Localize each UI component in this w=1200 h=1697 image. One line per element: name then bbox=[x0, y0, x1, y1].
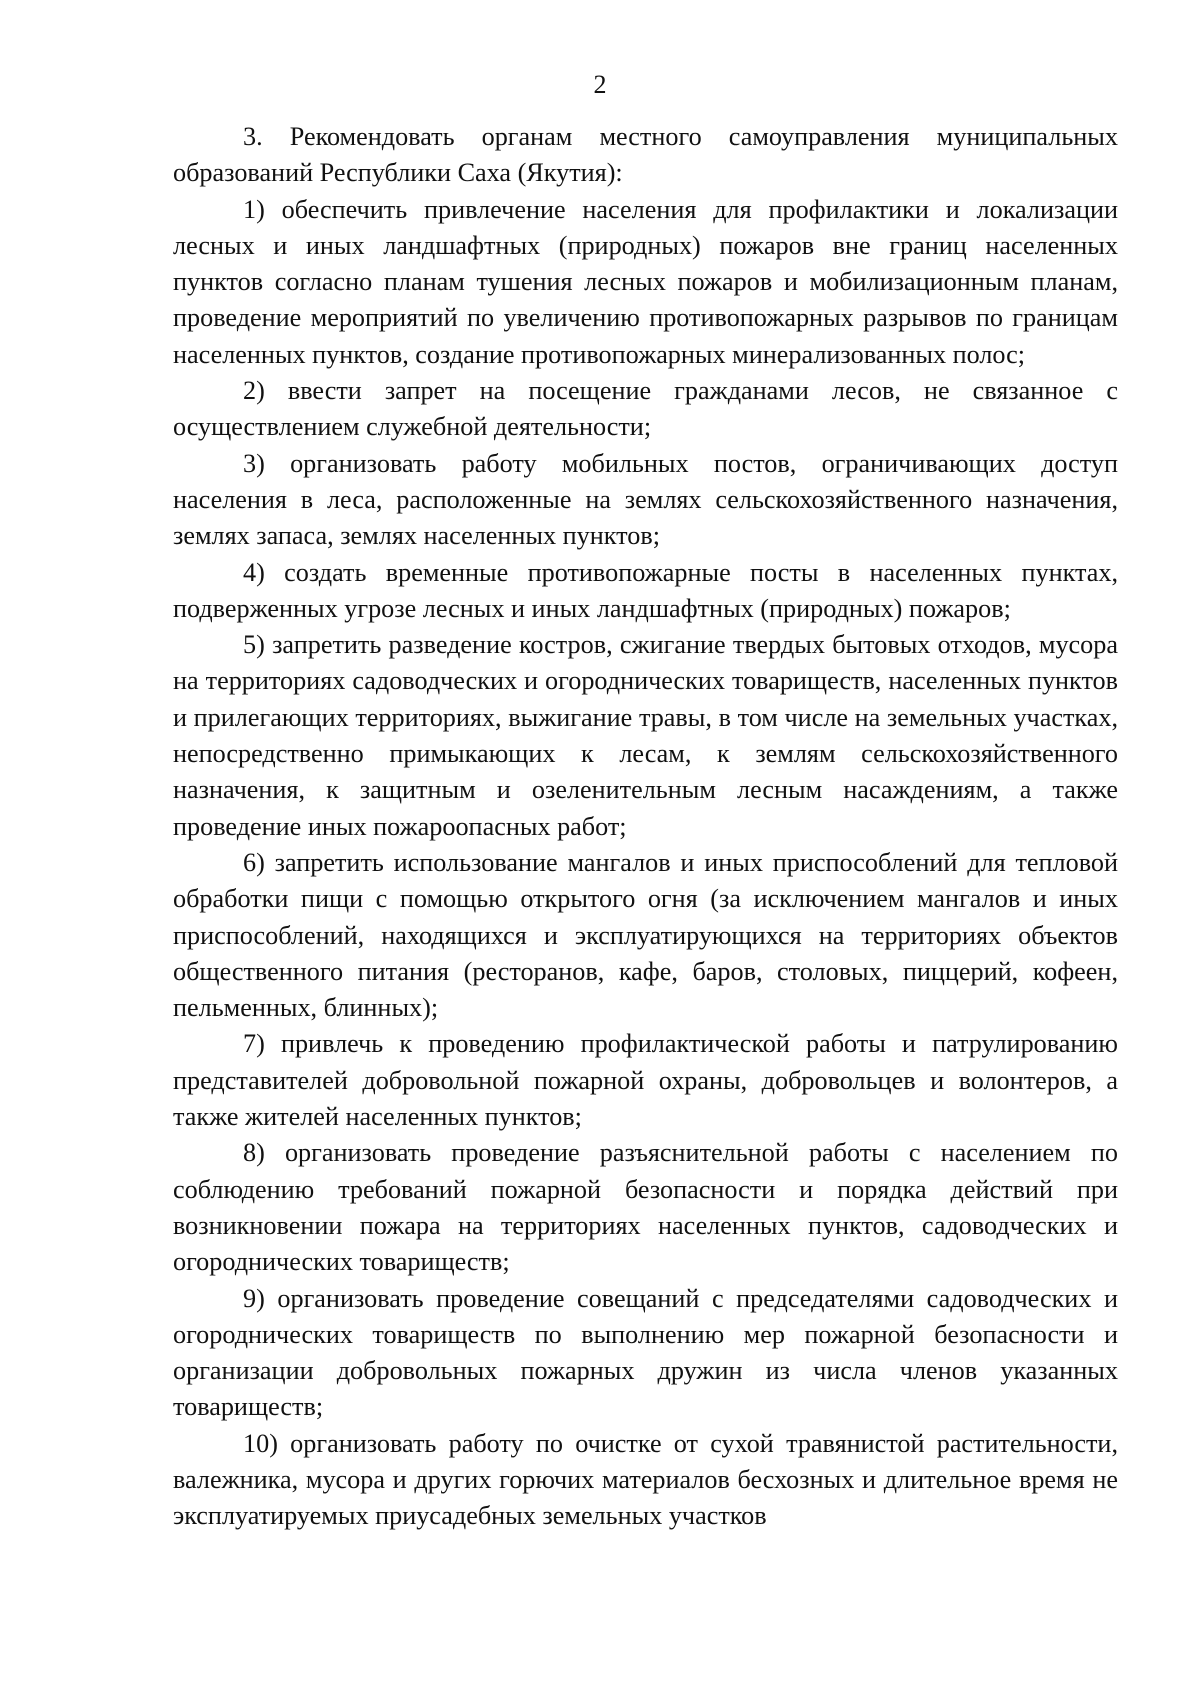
list-item-7: 7) привлечь к проведению профилактической работы и патрулированию представителей добровольной пожарной охраны, добровольцев и волонтеров, а также жителей населенных пунктов; bbox=[173, 1029, 1118, 1132]
list-item-9: 9) организовать проведение совещаний с председателями садоводческих и огороднических товариществ по выполнению мер пожарной безопасности и организации добровольных пожарных дружин из числа членов указанных товариществ; bbox=[173, 1283, 1118, 1422]
page-number: 2 bbox=[593, 70, 607, 99]
list-item-3: 3) организовать работу мобильных постов, ограничивающих доступ населения в леса, расположенные на землях сельскохозяйственного назначения, землях запаса, землях населенных пунктов; bbox=[173, 448, 1118, 551]
list-item-8: 8) организовать проведение разъяснительной работы с населением по соблюдению требований пожарной безопасности и порядка действий при возникновении пожара на территориях населенных пунктов, садоводческих и огороднических товариществ; bbox=[173, 1138, 1118, 1277]
list-item-10: 10) организовать работу по очистке от сухой травянистой растительности, валежника, мусора и других горючих материалов бесхозных и длительное время не эксплуатируемых приусадебных земельных участков bbox=[173, 1428, 1118, 1531]
list-item-6: 6) запретить использование мангалов и иных приспособлений для тепловой обработки пищи с помощью открытого огня (за исключением мангалов и иных приспособлений, находящихся и эксплуатирующихся на территориях объектов общественного питания (ресторанов, кафе, баров, столовых, пиццерий, кофеен, пельменных, блинных); bbox=[173, 847, 1118, 1023]
list-item-2: 2) ввести запрет на посещение гражданами лесов, не связанное с осуществлением служебной деятельности; bbox=[173, 376, 1118, 442]
paragraph-3: 3. Рекомендовать органам местного самоуправления муниципальных образований Республики Саха (Якутия): bbox=[173, 122, 1118, 188]
list-item-4: 4) создать временные противопожарные посты в населенных пунктах, подверженных угрозе лесных и иных ландшафтных (природных) пожаров; bbox=[173, 557, 1118, 623]
list-item-1: 1) обеспечить привлечение населения для профилактики и локализации лесных и иных ландшафтных (природных) пожаров вне границ населенных пунктов согласно планам тушения лесных пожаров и мобилизационным планам, проведение мероприятий по увеличению противопожарных разрывов по границам населенных пунктов, создание противопожарных минерализованных полос; bbox=[173, 194, 1118, 369]
list-item-5: 5) запретить разведение костров, сжигание твердых бытовых отходов, мусора на территориях садоводческих и огороднических товариществ, населенных пунктов и прилегающих территориях, выжигание травы, в том числе на земельных участках, непосредственно примыкающих к лесам, к землям сельскохозяйственного назначения, к защитным и озеленительным лесным насаждениям, а также проведение иных пожароопасных работ; bbox=[173, 630, 1118, 841]
document-body bbox=[173, 119, 1118, 1535]
